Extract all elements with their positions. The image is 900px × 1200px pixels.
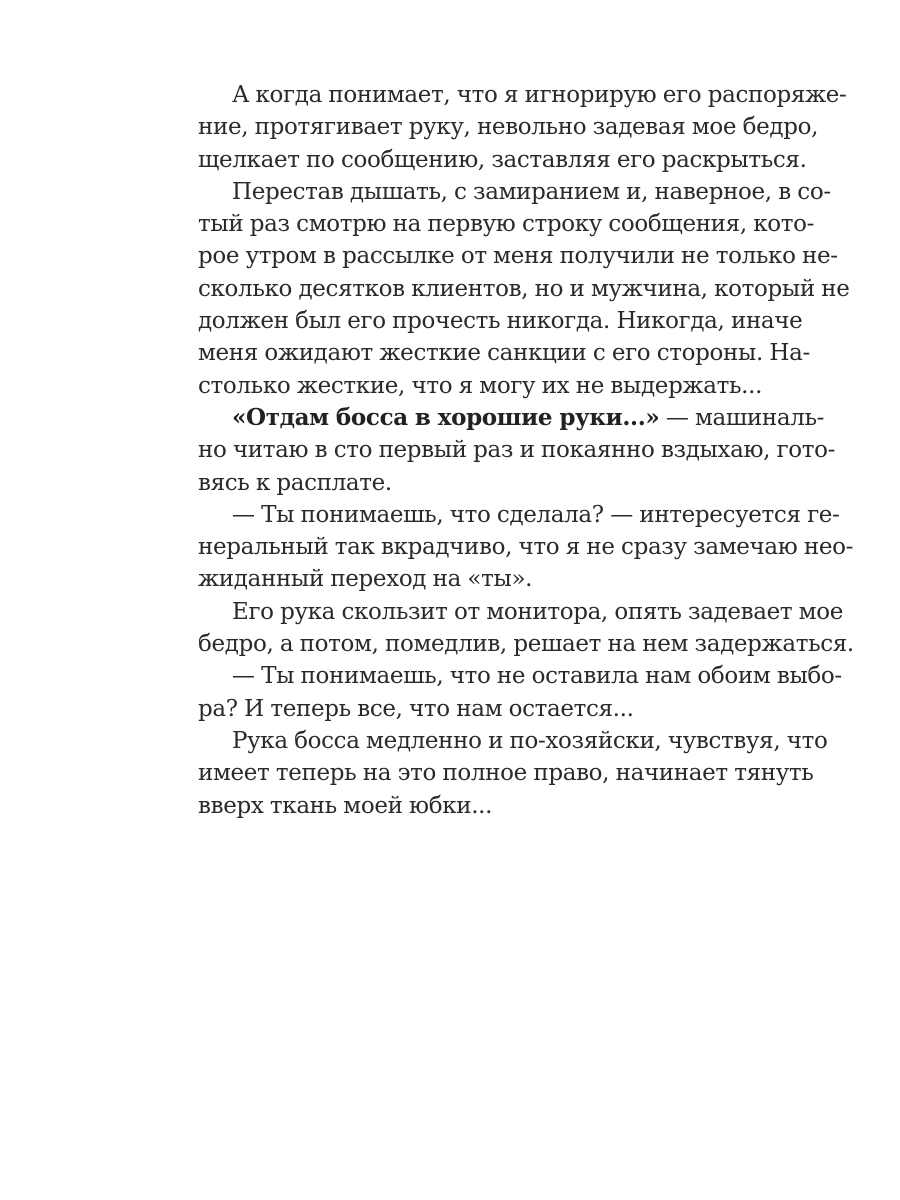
text-line-tail: — машиналь-	[659, 404, 825, 431]
text-line: столько жесткие, что я могу их не выдержать...	[198, 372, 763, 399]
text-line: неральный так вкрадчиво, что я не сразу замечаю нео-	[198, 534, 854, 561]
text-line: тый раз смотрю на первую строку сообщения, кото-	[198, 211, 815, 238]
text-line: бедро, а потом, помедлив, решает на нем задержаться.	[198, 631, 854, 658]
text-line: вясь к расплате.	[198, 469, 392, 496]
text-line: вверх ткань моей юбки...	[198, 792, 493, 819]
text-line: имеет теперь на это полное право, начинает тянуть	[198, 760, 814, 787]
text-line	[164, 402, 825, 434]
text-line: рое утром в рассылке от меня получили не только не-	[198, 243, 838, 270]
text-line: меня ожидают жесткие санкции с его стороны. На-	[198, 340, 810, 367]
paragraph-7	[164, 725, 828, 822]
text-line: ра? И теперь все, что нам остается...	[198, 695, 634, 722]
text-line: жиданный переход на «ты».	[198, 566, 533, 593]
bold-quote: «Отдам босса в хорошие руки...»	[232, 403, 660, 431]
text-line: — Ты понимаешь, что не оставила нам обоим выбо-	[232, 663, 842, 690]
text-line: но читаю в сто первый раз и покаянно вздыхаю, гото-	[198, 437, 836, 464]
text-line: А когда понимает, что я игнорирую его распоряже-	[232, 82, 847, 108]
text-line: должен был его прочесть никогда. Никогда, иначе	[198, 308, 803, 335]
text-line: щелкает по сообщению, заставляя его раскрыться.	[198, 146, 807, 173]
paragraph-3	[164, 402, 836, 499]
paragraph-5	[164, 596, 854, 661]
paragraph-2	[164, 176, 850, 402]
text-line: Перестав дышать, с замиранием и, наверное, в со-	[232, 178, 831, 205]
body-text	[164, 79, 854, 822]
paragraph-6	[164, 660, 842, 725]
text-line: Его рука скользит от монитора, опять задевает мое	[232, 598, 843, 625]
text-line: ние, протягивает руку, невольно задевая мое бедро,	[198, 114, 819, 141]
text-line: сколько десятков клиентов, но и мужчина, который не	[198, 275, 850, 302]
text-line: — Ты понимаешь, что сделала? — интересуется ге-	[232, 501, 840, 528]
text-line: Рука босса медленно и по-хозяйски, чувствуя, что	[232, 727, 828, 754]
paragraph-1	[164, 79, 847, 176]
paragraph-4	[164, 499, 854, 596]
